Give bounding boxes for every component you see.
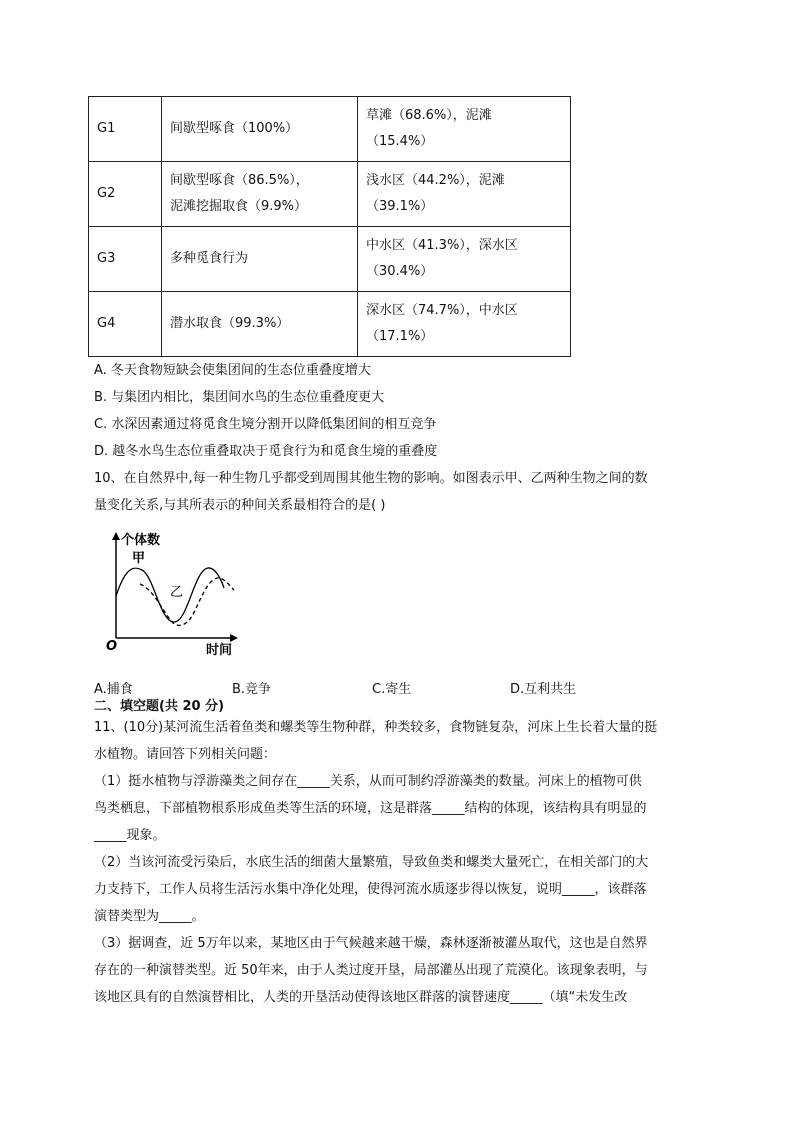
y-axis-label: 个体数 xyxy=(121,533,161,548)
species-b-curve xyxy=(140,578,234,625)
habitat-line: 草滩（68.6%），泥滩 xyxy=(366,108,492,123)
q9-option-d: D. 越冬水鸟生态位重叠取决于觅食行为和觅食生境的重叠度 xyxy=(94,444,438,459)
habitat-cell xyxy=(358,162,571,227)
group-id-cell: G4 xyxy=(89,292,162,357)
table-row xyxy=(89,97,571,162)
habitat-line: （39.1%） xyxy=(366,199,434,214)
q11-line: 力支持下，工作人员将生活污水集中净化处理，使得河流水质逐步得以恢复，说明_____，该群落 xyxy=(94,882,647,897)
habitat-line: 浅水区（44.2%），泥滩 xyxy=(366,173,505,188)
group-id-cell: G1 xyxy=(89,97,162,162)
q10-option-c: C.寄生 xyxy=(372,682,412,697)
q11-line: 演替类型为_____。 xyxy=(94,909,205,924)
habitat-line: （17.1%） xyxy=(366,329,434,344)
q11-line: _____现象。 xyxy=(94,828,166,843)
species-a-label: 甲 xyxy=(132,551,146,566)
foraging-table xyxy=(88,96,571,357)
behavior-line: 泥滩挖掘取食（9.9%） xyxy=(170,199,308,214)
q11-line: 11、(10分)某河流生活着鱼类和螺类等生物种群，种类较多，食物链复杂，河床上生长着大量的挺 xyxy=(94,720,658,735)
habitat-line: 深水区（74.7%），中水区 xyxy=(366,303,518,318)
x-axis-arrow xyxy=(230,634,238,642)
q11-line: （2）当该河流受污染后，水底生活的细菌大量繁殖，导致鱼类和螺类大量死亡，在相关部门的大 xyxy=(94,855,649,870)
behavior-line: 潜水取食（99.3%） xyxy=(170,316,290,331)
habitat-line: （30.4%） xyxy=(366,264,434,279)
q11-line: （1）挺水植物与浮游藻类之间存在_____关系，从而可制约浮游藻类的数量。河床上的植物可供 xyxy=(94,774,642,789)
behavior-line: 多种觅食行为 xyxy=(170,251,249,266)
q10-stem-line2: 量变化关系,与其所表示的种间关系最相符合的是( ) xyxy=(94,498,386,513)
habitat-line: 中水区（41.3%），深水区 xyxy=(366,238,518,253)
habitat-cell xyxy=(358,227,571,292)
table-row xyxy=(89,227,571,292)
behavior-cell xyxy=(162,97,358,162)
behavior-line: 间歇型啄食（100%） xyxy=(170,121,299,136)
habitat-line: （15.4%） xyxy=(366,134,434,149)
group-id-cell: G2 xyxy=(89,162,162,227)
q10-option-d: D.互利共生 xyxy=(510,682,577,697)
behavior-line: 间歇型啄食（86.5%）， xyxy=(170,173,309,188)
q11-line: 该地区具有的自然演替相比，人类的开垦活动使得该地区群落的演替速度_____（填“未发生改 xyxy=(94,990,628,1005)
habitat-cell xyxy=(358,292,571,357)
table-row xyxy=(89,292,571,357)
q11-line: 鸟类栖息，下部植物根系形成鱼类等生活的环境，这是群落_____结构的体现，该结构具有明显的 xyxy=(94,801,647,816)
behavior-cell xyxy=(162,227,358,292)
behavior-cell xyxy=(162,162,358,227)
y-axis-arrow xyxy=(112,532,120,540)
q10-option-a: A.捕食 xyxy=(94,682,133,697)
q10-stem-line1: 10、在自然界中,每一种生物几乎都受到周围其他生物的影响。如图表示甲、乙两种生物之间的数 xyxy=(94,471,648,486)
q11-line: 存在的一种演替类型。近 50年来，由于人类过度开垦，局部灌丛出现了荒漠化。该现象表明，与 xyxy=(94,963,648,978)
section-title: 二、填空题(共 20 分) xyxy=(94,699,225,714)
species-b-label: 乙 xyxy=(170,585,184,600)
habitat-cell xyxy=(358,97,571,162)
q11-line: （3）据调查，近 5万年以来，某地区由于气候越来越干燥，森林逐渐被灌丛取代，这也是自然界 xyxy=(94,936,648,951)
q9-option-a: A. 冬天食物短缺会使集团间的生态位重叠度增大 xyxy=(94,363,371,378)
q10-option-b: B.竞争 xyxy=(232,682,272,697)
q9-option-b: B. 与集团内相比，集团间水鸟的生态位重叠度更大 xyxy=(94,390,385,405)
group-id-cell: G3 xyxy=(89,227,162,292)
population-graph xyxy=(100,526,250,658)
x-axis-label: 时间 xyxy=(206,643,233,658)
table-row xyxy=(89,162,571,227)
q11-line: 水植物。请回答下列相关问题： xyxy=(94,747,277,762)
q9-option-c: C. 水深因素通过将觅食生境分割开以降低集团间的相互竞争 xyxy=(94,417,437,432)
behavior-cell xyxy=(162,292,358,357)
origin-label: O xyxy=(106,639,118,654)
